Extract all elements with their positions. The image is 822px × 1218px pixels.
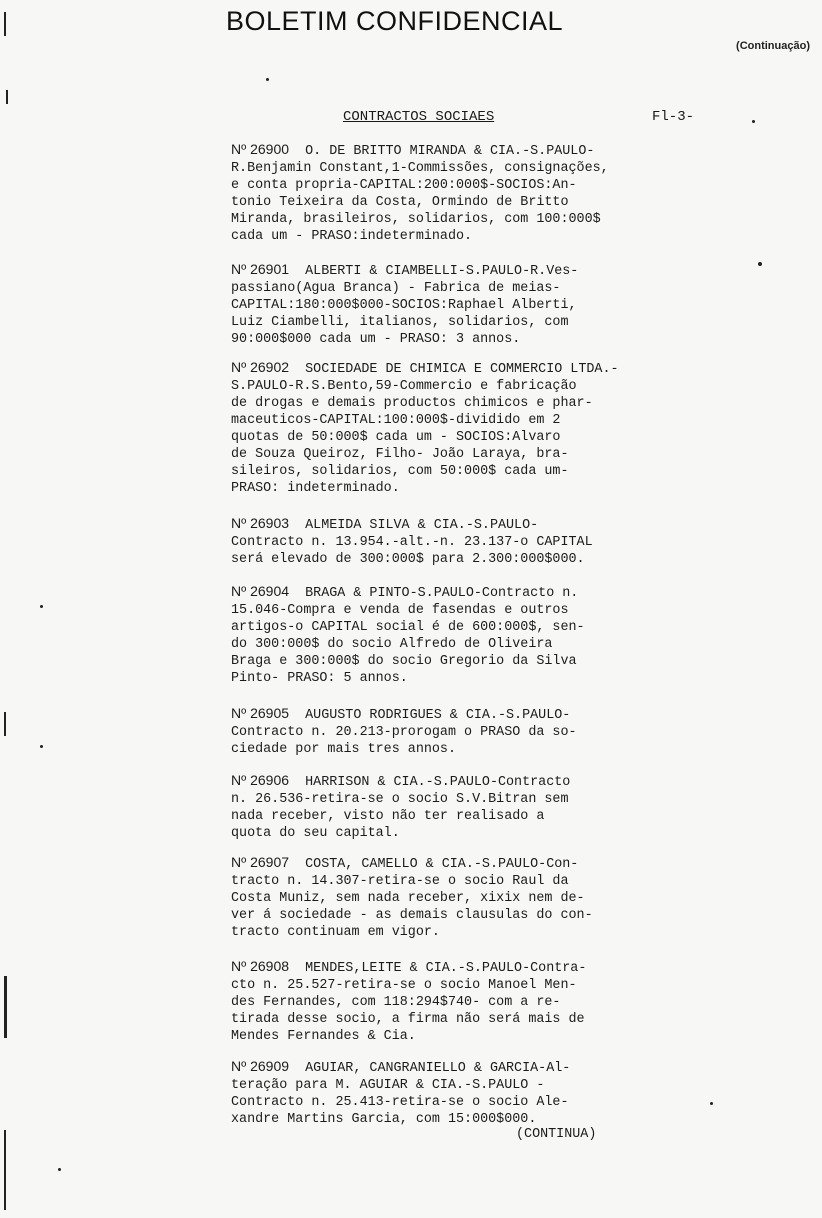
entry-line <box>231 395 731 412</box>
entry-line <box>231 534 731 551</box>
entry-text: será elevado de 300:000$ para 2.300:000$000. <box>231 552 585 567</box>
scan-mark <box>6 90 8 104</box>
contract-entry <box>231 1058 731 1128</box>
entry-line <box>231 297 731 314</box>
entry-line <box>231 602 731 619</box>
entry-text: MENDES,LEITE & CIA.-S.PAULO-Contra- <box>305 961 587 976</box>
entry-text: e conta propria-CAPITAL:200:000$-SOCIOS:An- <box>231 178 577 193</box>
entry-text: cada um - PRASO:indeterminado. <box>231 229 473 244</box>
entry-text: SOCIEDADE DE CHIMICA E COMMERCIO LTDA.- <box>305 362 619 377</box>
entry-line <box>231 463 731 480</box>
entry-line <box>231 636 731 653</box>
entry-line <box>231 280 731 297</box>
entry-line <box>231 261 731 280</box>
entry-text: 90:000$000 cada um - PRASO: 3 annos. <box>231 332 521 347</box>
entry-text: tonio Teixeira da Costa, Ormindo de Britto <box>231 195 569 210</box>
entry-number: Nº 26903 <box>231 515 290 531</box>
entry-text: quota do seu capital. <box>231 826 400 841</box>
entry-text: S.PAULO-R.S.Bento,59-Commercio e fabricação <box>231 379 577 394</box>
contract-entry <box>231 141 731 245</box>
contract-entry <box>231 359 731 497</box>
entry-line <box>231 160 731 177</box>
entry-text: PRASO: indeterminado. <box>231 481 400 496</box>
entry-line <box>231 583 731 602</box>
entry-text: maceuticos-CAPITAL:100:000$-dividido em 2 <box>231 413 561 428</box>
scan-mark <box>58 1168 61 1171</box>
entry-line <box>231 446 731 463</box>
entry-text: xandre Martins Garcia, com 15:000$000. <box>231 1112 537 1127</box>
scan-mark <box>758 262 762 266</box>
entry-text: tracto n. 14.307-retira-se o socio Raul da <box>231 874 569 889</box>
entry-line <box>231 705 731 724</box>
entry-line <box>231 653 731 670</box>
entry-text: R.Benjamin Constant,1-Commissões, consignações, <box>231 161 609 176</box>
entry-line <box>231 378 731 395</box>
continua-note: (CONTINUA) <box>516 1127 597 1142</box>
entry-text: Contracto n. 20.213-prorogam o PRASO da so- <box>231 725 577 740</box>
entry-line <box>231 1111 731 1128</box>
entry-text: de Souza Queiroz, Filho- João Laraya, bra- <box>231 447 569 462</box>
scan-mark <box>710 1102 713 1105</box>
entry-line <box>231 1011 731 1028</box>
entry-line <box>231 907 731 924</box>
entry-text: Contracto n. 13.954.-alt.-n. 23.137-o CAPITAL <box>231 535 593 550</box>
entry-text: do 300:000$ do socio Alfredo de Oliveira <box>231 637 553 652</box>
entry-text: Miranda, brasileiros, solidarios, com 100:000$ <box>231 212 601 227</box>
entry-text: AUGUSTO RODRIGUES & CIA.-S.PAULO- <box>305 708 571 723</box>
entry-text: ALBERTI & CIAMBELLI-S.PAULO-R.Ves- <box>305 264 579 279</box>
entry-text: nada receber, visto não ter realisado a <box>231 809 545 824</box>
entry-line <box>231 1058 731 1077</box>
entry-line <box>231 772 731 791</box>
entry-number: Nº 26904 <box>231 583 290 599</box>
entry-number: Nº 26900 <box>231 141 290 157</box>
contract-entry <box>231 705 731 758</box>
entry-text: BRAGA & PINTO-S.PAULO-Contracto n. <box>305 586 579 601</box>
scan-mark <box>4 12 6 36</box>
entry-text: tracto continuam em vigor. <box>231 925 440 940</box>
entry-text: HARRISON & CIA.-S.PAULO-Contracto <box>305 775 571 790</box>
scan-mark <box>266 78 269 81</box>
entry-line <box>231 141 731 160</box>
entry-number: Nº 26907 <box>231 854 290 870</box>
entry-text: Contracto n. 25.413-retira-se o socio Ale- <box>231 1095 569 1110</box>
scan-mark <box>752 120 755 123</box>
scan-mark <box>4 1130 6 1210</box>
contract-entry <box>231 583 731 687</box>
entry-text: sileiros, solidarios, com 50:000$ cada um- <box>231 464 569 479</box>
scan-mark <box>4 712 6 736</box>
entry-line <box>231 551 731 568</box>
entry-text: Pinto- PRASO: 5 annos. <box>231 671 408 686</box>
scan-mark <box>4 976 7 1038</box>
entry-line <box>231 791 731 808</box>
entry-line <box>231 994 731 1011</box>
entry-text: Luiz Ciambelli, italianos, solidarios, com <box>231 315 569 330</box>
section-title: CONTRACTOS SOCIAES <box>343 109 495 125</box>
entry-text: de drogas e demais productos chimicos e phar- <box>231 396 593 411</box>
contract-entry <box>231 515 731 568</box>
entry-line <box>231 958 731 977</box>
entry-text: 15.046-Compra e venda de fasendas e outros <box>231 603 569 618</box>
entry-text: CAPITAL:180:000$000-SOCIOS:Raphael Alberti, <box>231 298 577 313</box>
entry-line <box>231 1028 731 1045</box>
entry-text: ciedade por mais tres annos. <box>231 742 456 757</box>
contract-entry <box>231 261 731 348</box>
entry-text: Braga e 300:000$ do socio Gregorio da Silva <box>231 654 577 669</box>
entry-line <box>231 977 731 994</box>
entry-line <box>231 331 731 348</box>
entry-line <box>231 873 731 890</box>
entry-line <box>231 515 731 534</box>
entry-line <box>231 412 731 429</box>
entry-text: tirada desse socio, a firma não será mais de <box>231 1012 585 1027</box>
entry-text: des Fernandes, com 118:294$740- com a re- <box>231 995 561 1010</box>
entry-number: Nº 26902 <box>231 359 290 375</box>
entry-number: Nº 26906 <box>231 772 290 788</box>
entry-line <box>231 1077 731 1094</box>
entry-line <box>231 741 731 758</box>
entry-number: Nº 26908 <box>231 958 290 974</box>
scan-mark <box>40 745 43 748</box>
contract-entry <box>231 958 731 1045</box>
entry-line <box>231 429 731 446</box>
entry-number: Nº 26901 <box>231 261 290 277</box>
entry-number: Nº 26905 <box>231 705 290 721</box>
entry-text: n. 26.536-retira-se o socio S.V.Bitran sem <box>231 792 569 807</box>
entry-number: Nº 26909 <box>231 1058 290 1074</box>
entry-line <box>231 1094 731 1111</box>
entry-line <box>231 211 731 228</box>
entry-line <box>231 359 731 378</box>
entry-text: Costa Muniz, sem nada receber, xixix nem de- <box>231 891 585 906</box>
entry-text: Mendes Fernandes & Cia. <box>231 1029 416 1044</box>
contract-entry <box>231 772 731 842</box>
bulletin-title: BOLETIM CONFIDENCIAL <box>226 6 564 36</box>
entry-line <box>231 177 731 194</box>
entry-text: cto n. 25.527-retira-se o socio Manoel Men- <box>231 978 577 993</box>
scan-mark <box>40 605 43 608</box>
entry-line <box>231 314 731 331</box>
entry-text: AGUIAR, CANGRANIELLO & GARCIA-Al- <box>305 1061 571 1076</box>
entry-text: ALMEIDA SILVA & CIA.-S.PAULO- <box>305 518 539 533</box>
entry-line <box>231 825 731 842</box>
entry-text: quotas de 50:000$ cada um - SOCIOS:Alvaro <box>231 430 561 445</box>
entry-line <box>231 619 731 636</box>
entry-line <box>231 854 731 873</box>
continuation-note: (Continuação) <box>736 40 810 52</box>
entry-line <box>231 480 731 497</box>
entry-text: ver á sociedade - as demais clausulas do con- <box>231 908 593 923</box>
entry-text: COSTA, CAMELLO & CIA.-S.PAULO-Con- <box>305 857 579 872</box>
entry-line <box>231 724 731 741</box>
entry-line <box>231 890 731 907</box>
entry-text: passiano(Agua Branca) - Fabrica de meias- <box>231 281 561 296</box>
entry-line <box>231 808 731 825</box>
entry-text: O. DE BRITTO MIRANDA & CIA.-S.PAULO- <box>305 144 595 159</box>
entry-line <box>231 924 731 941</box>
entry-text: artigos-o CAPITAL social é de 600:000$, sen- <box>231 620 585 635</box>
entry-text: teração para M. AGUIAR & CIA.-S.PAULO - <box>231 1078 545 1093</box>
entry-line <box>231 194 731 211</box>
entry-line <box>231 670 731 687</box>
entry-line <box>231 228 731 245</box>
contract-entry <box>231 854 731 941</box>
page-number: Fl-3- <box>652 109 695 125</box>
